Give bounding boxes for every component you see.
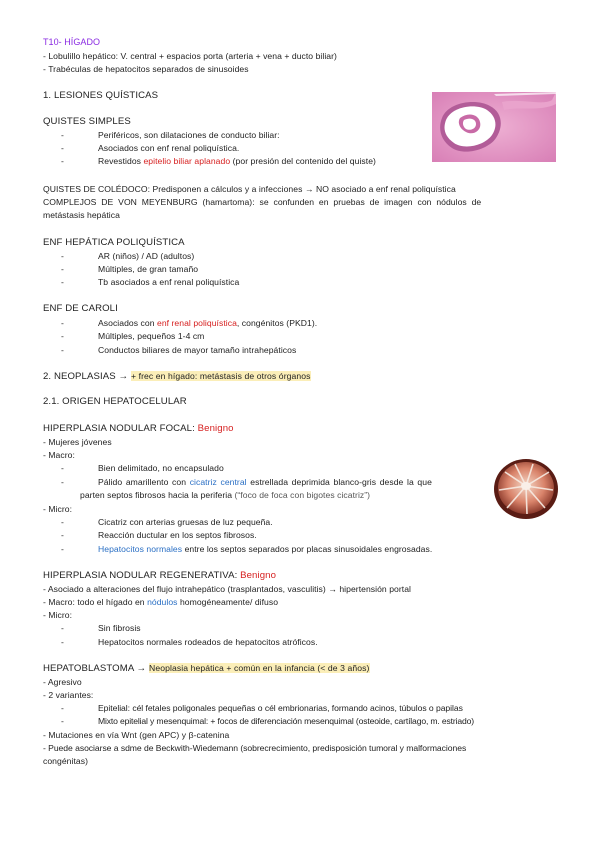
section-2-1-heading: 2.1. ORIGEN HEPATOCELULAR: [43, 396, 187, 407]
meyenburg-line-2: metástasis hepática: [43, 210, 120, 220]
hnf-line-2: - Macro:: [43, 450, 75, 460]
coledoco-line: QUISTES DE COLÉDOCO: Predisponen a cálculos y a infecciones → NO asociado a enf renal poliquística: [43, 184, 456, 194]
hnf-heading: HIPERPLASIA NODULAR FOCAL: Benigno: [43, 423, 234, 434]
hb-line-5: congénitas): [43, 756, 88, 766]
highlight-blue-text: Hepatocitos normales: [98, 544, 183, 554]
hnr-line-3: - Micro:: [43, 610, 73, 620]
hb-line-3: - Mutaciones en vía Wnt (gen APC) y β-catenina: [43, 730, 230, 740]
highlight-red-text: enf renal poliquística: [156, 318, 237, 328]
cyst-histology-image: [432, 92, 556, 162]
meyenburg-line-1: COMPLEJOS DE VON MEYENBURG (hamartoma): se confunden en pruebas de imagen con nódulos de: [43, 197, 482, 207]
hnf-line-1: - Mujeres jóvenes: [43, 437, 112, 447]
list-item: - Reacción ductular en los septos fibrosos.: [61, 530, 257, 540]
hnr-heading: HIPERPLASIA NODULAR REGENERATIVA: Benigno: [43, 570, 277, 581]
list-item: - Múltiples, de gran tamaño: [61, 264, 199, 274]
list-item: - Hepatocitos normales rodeados de hepatocitos atróficos.: [61, 637, 318, 647]
list-item: - Tb asociados a enf renal poliquística: [61, 277, 240, 287]
highlighted-text: Neoplasia hepática + común en la infancia (< de 3 años): [149, 663, 370, 673]
hnr-line-2: - Macro: todo el hígado en nódulos homogéneamente/ difuso: [43, 597, 279, 607]
list-item: - Asociados con enf renal poliquística.: [61, 143, 240, 153]
list-item: - Conductos biliares de mayor tamaño intrahepáticos: [61, 345, 297, 355]
list-item: - Epitelial: cél fetales poligonales pequeñas o cél embrionarias, formando acinos, túbulos o papilas: [61, 703, 463, 713]
intro-line-1: - Lobulillo hepático: V. central + espacios porta (arteria + vena + ducto biliar): [43, 51, 337, 61]
hepatoblastoma-heading: HEPATOBLASTOMA → Neoplasia hepática + común en la infancia (< de 3 años): [43, 663, 370, 674]
section-1-heading: 1. LESIONES QUÍSTICAS: [43, 90, 159, 101]
hnf-macro-image: [493, 458, 558, 520]
highlight-blue-text: cicatriz central: [189, 477, 247, 487]
highlight-red-text: epitelio biliar aplanado: [143, 156, 231, 166]
list-item: - Cicatriz con arterias gruesas de luz pequeña.: [61, 517, 273, 527]
list-item: - Sin fibrosis: [61, 623, 141, 633]
quistes-simples-heading: QUISTES SIMPLES: [43, 116, 131, 127]
hb-line-1: - Agresivo: [43, 677, 82, 687]
section-2-heading: 2. NEOPLASIAS → + frec en hígado: metástasis de otros órganos: [43, 371, 311, 382]
poliquistica-heading: ENF HEPÁTICA POLIQUÍSTICA: [43, 237, 185, 248]
list-item: - Asociados con enf renal poliquística, congénitos (PKD1).: [61, 318, 318, 328]
list-item: - Periféricos, son dilataciones de conducto biliar:: [61, 130, 280, 140]
list-item-continuation: parten septos fibrosos hacia la periferia (“foco de foca con bigotes cicatriz”): [80, 490, 371, 500]
list-item: - Múltiples, pequeños 1-4 cm: [61, 331, 205, 341]
list-item: - Pálido amarillento con cicatriz central estrellada deprimida blanco-gris desde la que: [61, 477, 432, 487]
hnr-line-1: - Asociado a alteraciones del flujo intrahepático (trasplantados, vasculitis) → hipertensión portal: [43, 584, 411, 594]
page-title: T10- HÍGADO: [43, 37, 101, 47]
list-item: - Mixto epitelial y mesenquimal: + focos de diferenciación mesenquimal (osteoide, cartílago, m. estriado): [61, 716, 474, 726]
list-item: - Revestidos epitelio biliar aplanado (por presión del contenido del quiste): [61, 156, 376, 166]
highlight-blue-text: nódulos: [147, 597, 178, 607]
list-item: - AR (niños) / AD (adultos): [61, 251, 195, 261]
hnf-line-3: - Micro:: [43, 504, 73, 514]
caroli-heading: ENF DE CAROLI: [43, 303, 118, 314]
hb-line-4: - Puede asociarse a sdme de Beckwith-Wiedemann (sobrecrecimiento, predisposición tumoral y malformaciones: [43, 743, 467, 753]
highlighted-text: + frec en hígado: metástasis de otros órganos: [130, 371, 311, 381]
hb-line-2: - 2 variantes:: [43, 690, 94, 700]
intro-line-2: - Trabéculas de hepatocitos separados de sinusoides: [43, 64, 249, 74]
list-item: - Bien delimitado, no encapsulado: [61, 463, 224, 473]
list-item: - Hepatocitos normales entre los septos separados por placas sinusoidales engrosadas.: [61, 544, 433, 554]
